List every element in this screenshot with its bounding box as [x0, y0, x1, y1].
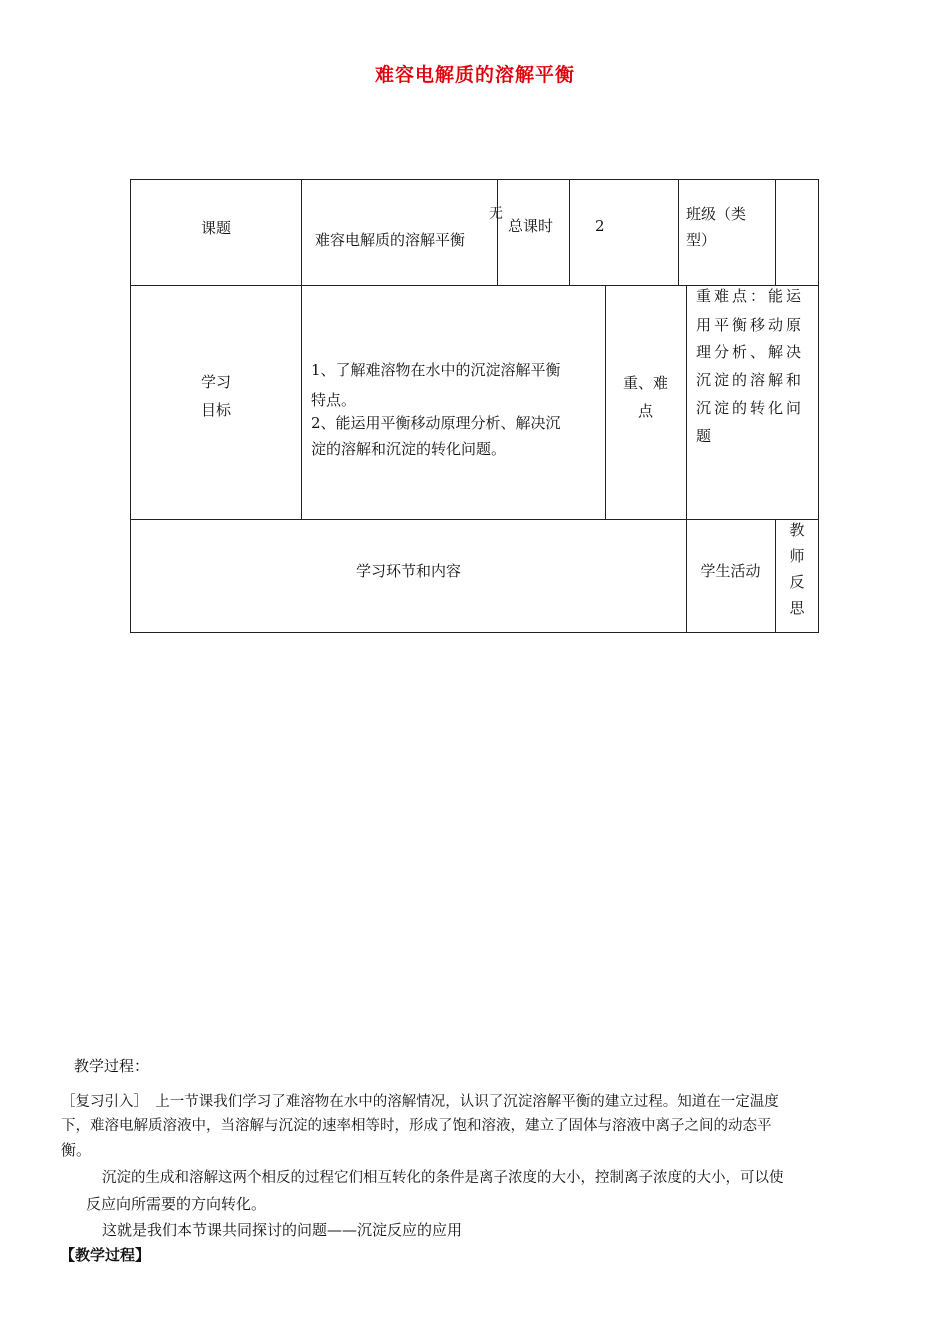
teacher-reflection-char: 思 — [789, 599, 805, 617]
row-divider — [131, 519, 818, 520]
topic-note: 无 — [489, 206, 503, 222]
learning-goal-line: 2、能运用平衡移动原理分析、解决沉 — [311, 414, 561, 432]
teacher-reflection-char: 反 — [789, 573, 805, 591]
col-divider — [775, 180, 776, 285]
review-line: ［复习引入］ 上一节课我们学习了难溶物在水中的溶解情况，认识了沉淀溶解平衡的建立过程。知道在一定温度 — [61, 1094, 779, 1110]
col-divider — [686, 285, 687, 519]
topic-value: 难容电解质的溶解平衡 — [315, 231, 466, 249]
document-title: 难容电解质的溶解平衡 — [374, 64, 575, 86]
learning-content-label: 学习环节和内容 — [355, 562, 461, 580]
col-divider — [678, 180, 679, 285]
lesson-info-table — [130, 179, 819, 633]
learning-goal-line: 淀的溶解和沉淀的转化问题。 — [311, 440, 507, 458]
learning-goals-label-line1: 学习 — [200, 373, 231, 391]
key-point-line: 用平衡移动原 — [696, 316, 805, 334]
col-divider — [569, 180, 570, 285]
paragraph-line: 反应向所需要的方向转化。 — [86, 1195, 267, 1213]
class-type-label-line2: 型） — [686, 231, 717, 249]
teacher-reflection-char: 教 — [789, 521, 805, 539]
topic-label: 课题 — [200, 219, 231, 237]
key-point-line: 沉淀的转化问 — [696, 399, 805, 417]
review-line: 衡。 — [61, 1141, 92, 1159]
key-point-line: 理分析、解决 — [696, 343, 805, 361]
key-point-line: 重难点：能运 — [696, 287, 805, 305]
total-hours-value: 2 — [595, 217, 605, 235]
paragraph-line: 沉淀的生成和溶解这两个相反的过程它们相互转化的条件是离子浓度的大小，控制离子浓度的大小，可以使 — [102, 1170, 784, 1186]
learning-goal-line: 1、了解难溶物在水中的沉淀溶解平衡 — [311, 361, 561, 379]
teacher-reflection-char: 师 — [789, 547, 805, 565]
learning-goals-label-line2: 目标 — [200, 401, 231, 419]
learning-goal-line: 特点。 — [311, 391, 357, 409]
process-label: 教学过程： — [74, 1057, 150, 1075]
key-points-label-line2: 点 — [637, 402, 653, 420]
col-divider — [301, 180, 302, 285]
key-point-line: 题 — [696, 427, 715, 445]
student-activity-label: 学生活动 — [700, 562, 761, 580]
paragraph-line: 这就是我们本节课共同探讨的问题——沉淀反应的应用 — [102, 1221, 463, 1239]
class-type-label-line1: 班级（类 — [686, 205, 747, 223]
review-line: 下，难溶电解质溶液中，当溶解与沉淀的速率相等时，形成了饱和溶液，建立了固体与溶液中离子之间的动态平 — [61, 1118, 772, 1134]
process-heading: 【教学过程】 — [60, 1246, 151, 1264]
col-divider — [497, 180, 498, 285]
key-points-label-line1: 重、难 — [622, 374, 668, 392]
total-hours-label: 总课时 — [508, 217, 554, 235]
col-divider — [301, 285, 302, 519]
key-point-line: 沉淀的溶解和 — [696, 371, 805, 389]
